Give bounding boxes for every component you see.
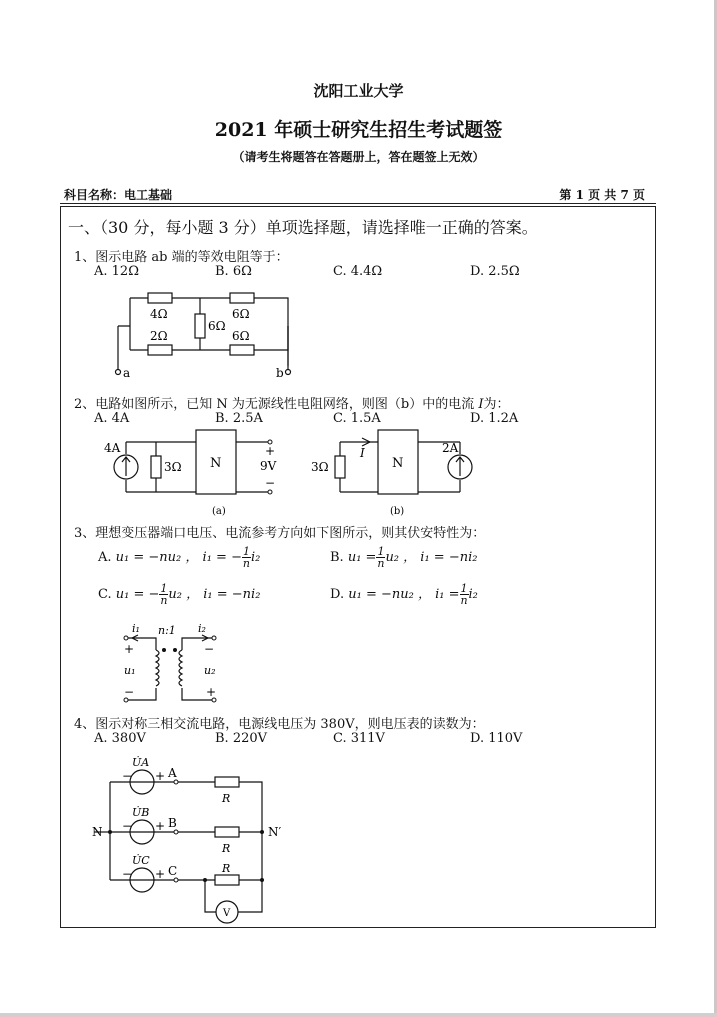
- q4-minus-b: −: [122, 819, 133, 833]
- q3d-i-pre: i₁ =: [435, 587, 460, 602]
- page-number: 第 1 页 共 7 页: [559, 188, 645, 202]
- q3c-u-pre: u₁ = −: [115, 587, 160, 602]
- q4-option-c: C. 311V: [333, 731, 385, 746]
- q3a-den: n: [242, 557, 251, 570]
- q3b-i: i₁ = −ni₂: [420, 550, 478, 565]
- q1-text: 1、图示电路 ab 端的等效电阻等于：: [74, 250, 289, 265]
- exam-title: 2021 年硕士研究生招生考试题签: [214, 119, 503, 141]
- q3d-i-post: i₂: [468, 587, 478, 602]
- q4-r-c: R: [222, 862, 231, 875]
- q3d-num: 1: [460, 582, 468, 595]
- q4-uc: U̇C: [132, 854, 150, 867]
- q3a-fraction: [242, 546, 251, 569]
- q4-node-a: A: [168, 766, 177, 780]
- section-title: 一、（30 分，每小题 3 分）单项选择题，请选择唯一正确的答案。: [68, 218, 538, 237]
- q4-minus-a: −: [122, 769, 133, 783]
- q2-circuit-a: [100, 430, 290, 520]
- q4-option-a: A. 380V: [94, 731, 146, 746]
- q3-plus1: +: [124, 642, 135, 656]
- header-rule: [60, 203, 656, 204]
- q3b-u-post: u₂ ，: [385, 550, 417, 565]
- q3b-label: B.: [330, 550, 344, 565]
- q3-text: 3、理想变压器端口电压、电流参考方向如下图所示，则其伏安特性为：: [74, 526, 486, 541]
- q2-var-i: I: [478, 397, 484, 412]
- q3-option-b: [330, 546, 477, 569]
- q1-circuit: [108, 290, 298, 380]
- q2-option-b: B. 2.5A: [215, 411, 263, 426]
- q3-u2: u₂: [204, 664, 216, 677]
- q3-minus2: −: [204, 642, 215, 656]
- q3d-den: n: [460, 594, 468, 607]
- q2a-caption: (a): [212, 506, 226, 517]
- q2a-r-label: 3Ω: [164, 460, 182, 474]
- q1-r5-label: 6Ω: [232, 329, 250, 343]
- q2a-voltage: 9V: [260, 459, 277, 473]
- subject-name: 科目名称：电工基础: [64, 188, 173, 202]
- q3-option-a: [98, 546, 260, 569]
- q4-plus-c: +: [155, 867, 166, 881]
- q3c-i: i₁ = −ni₂: [203, 587, 261, 602]
- q3b-den: n: [377, 557, 385, 570]
- q4-voltmeter: V: [223, 908, 231, 919]
- q4-node-c: C: [168, 864, 178, 878]
- q2b-caption: (b): [390, 506, 405, 517]
- q2-option-a: A. 4A: [94, 411, 130, 426]
- q2b-network-label: N: [392, 456, 404, 471]
- q3c-u-post: u₂ ，: [168, 587, 200, 602]
- q1-r2-label: 2Ω: [150, 329, 168, 343]
- q3-i2: i₂: [198, 622, 206, 635]
- q3-i1: i₁: [132, 622, 140, 635]
- scan-bottom-edge: [0, 1013, 717, 1017]
- q3a-label: A.: [98, 550, 112, 565]
- q3a-i-pre: i₁ = −: [202, 550, 242, 565]
- q3-ratio: n:1: [158, 624, 176, 637]
- q1-terminal-b: b: [276, 366, 284, 380]
- q2a-minus: −: [265, 476, 276, 490]
- q3d-u: u₁ = −nu₂ ，: [348, 587, 431, 602]
- q3c-den: n: [160, 594, 168, 607]
- q4-ub: U̇B: [132, 806, 150, 819]
- q2-text: [74, 393, 510, 412]
- q4-node-b: B: [168, 816, 177, 830]
- q1-option-d: D. 2.5Ω: [470, 264, 520, 279]
- university-name: 沈阳工业大学: [313, 82, 404, 100]
- q3a-num: 1: [242, 545, 250, 558]
- q2b-current-label: I: [360, 446, 365, 460]
- q2-circuit-b: [308, 430, 498, 520]
- q3-minus1: −: [124, 685, 135, 699]
- q4-r-b: R: [222, 842, 231, 855]
- q4-node-n-prime: N′: [268, 825, 282, 839]
- q4-r-a: R: [222, 792, 231, 805]
- q2b-r-label: 3Ω: [311, 460, 329, 474]
- q1-r4-label: 6Ω: [232, 307, 250, 321]
- q3b-num: 1: [377, 545, 385, 558]
- q3-option-d: [330, 583, 478, 606]
- q3c-label: C.: [98, 587, 112, 602]
- q2-text-suffix: 为：: [483, 397, 510, 412]
- q4-ua: U̇A: [132, 756, 150, 769]
- q1-option-c: C. 4.4Ω: [333, 264, 383, 279]
- q2-option-c: C. 1.5A: [333, 411, 381, 426]
- q1-r3-label: 6Ω: [208, 319, 226, 333]
- q3-plus2: +: [206, 685, 217, 699]
- q3-option-c: [98, 583, 260, 606]
- q4-text: 4、图示对称三相交流电路，电源线电压为 380V，则电压表的读数为：: [74, 717, 485, 732]
- q3a-u: u₁ = −nu₂ ，: [115, 550, 199, 565]
- q2-text-main: 2、电路如图所示，已知 N 为无源线性电阻网络，则图（b）中的电流: [74, 397, 475, 412]
- q3-transformer: [118, 620, 228, 710]
- q4-three-phase-circuit: [90, 752, 290, 922]
- q2a-network-label: N: [210, 456, 222, 471]
- q3b-u-pre: u₁ =: [347, 550, 377, 565]
- q1-terminal-a: a: [123, 366, 131, 380]
- q2b-source-label: 2A: [442, 441, 459, 455]
- q4-minus-c: −: [122, 867, 133, 881]
- q4-plus-b: +: [155, 819, 166, 833]
- exam-note: （请考生将题答在答题册上，答在题签上无效）: [232, 150, 485, 164]
- q1-r1-label: 4Ω: [150, 307, 168, 321]
- q4-option-d: D. 110V: [470, 731, 523, 746]
- q4-node-n: N: [92, 825, 103, 839]
- q2a-source-label: 4A: [104, 441, 121, 455]
- q4-option-b: B. 220V: [215, 731, 268, 746]
- q4-plus-a: +: [155, 769, 166, 783]
- q3-u1: u₁: [124, 664, 136, 677]
- q3a-i-post: i₂: [250, 550, 261, 565]
- q3c-num: 1: [160, 582, 168, 595]
- q3d-label: D.: [330, 587, 345, 602]
- q1-option-b: B. 6Ω: [215, 264, 252, 279]
- q3d-fraction: [460, 583, 469, 606]
- q2a-plus: +: [265, 444, 276, 458]
- q1-option-a: A. 12Ω: [94, 264, 139, 279]
- q2-option-d: D. 1.2A: [470, 411, 519, 426]
